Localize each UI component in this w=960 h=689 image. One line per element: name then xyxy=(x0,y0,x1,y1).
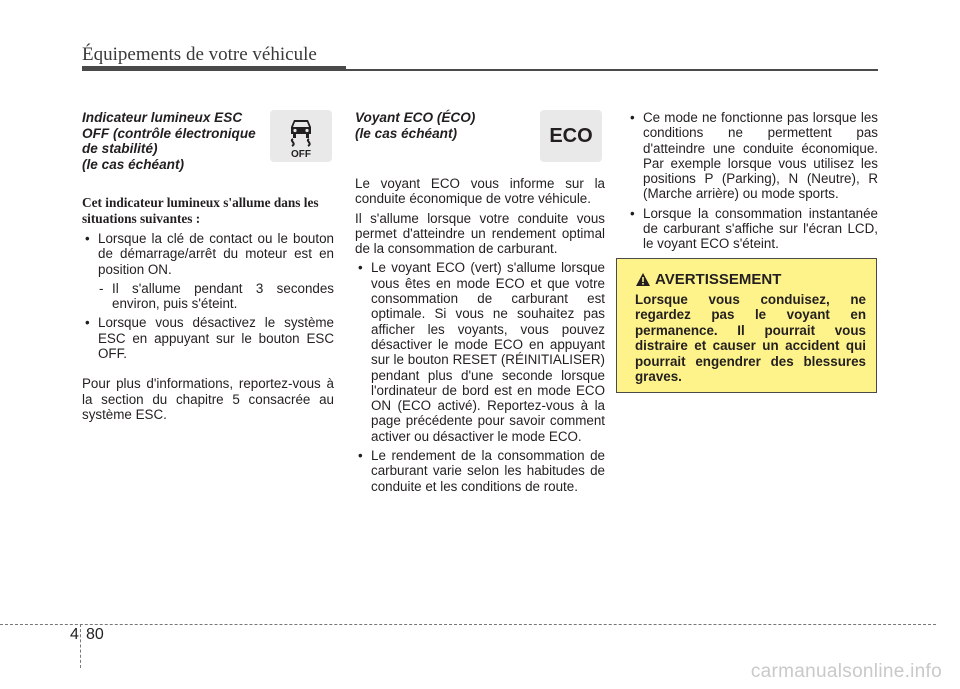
warning-text: Lorsque vous conduisez, ne regardez pas le voyant en permanence. Il pourrait vous distraire et causer un accident qui pourrait engendrer des blessures graves. xyxy=(635,292,866,385)
esc-icon-label: OFF xyxy=(291,149,311,160)
page-header-title: Équipements de votre véhicule xyxy=(82,44,317,65)
eco-bullet-3: • Ce mode ne fonctionne pas lorsque les conditions ne permettent pas d'atteindre une conduite économique. Par exemple lorsque vous utilisez les positions P (Parking), N (Neutre), R (Marche arrière) ou mode sports. xyxy=(627,110,878,202)
esc-heading xyxy=(82,110,267,172)
column-eco-cont xyxy=(627,110,878,252)
eco-bullet-4: • Lorsque la consommation instantanée de carburant s'affiche sur l'écran LCD, le voyant ECO s'éteint. xyxy=(627,206,878,252)
eco-bullet-2: • Le rendement de la consommation de carburant varie selon les habitudes de conduite et les conditions de route. xyxy=(355,448,605,494)
header-rule-thin xyxy=(346,69,878,71)
esc-sub-item xyxy=(82,281,334,312)
eco-bullet-1: • Le voyant ECO (vert) s'allume lorsque vous êtes en mode ECO et que votre consommation de carburant est optimale. Si vous ne souhaitez pas afficher les voyants, vous pouvez désactiver le mode ECO en appuyant sur le bouton RESET (RÉINITIALISER) pendant plus d'une seconde lorsque l'ordinateur de bord est en mode ECO ON (ECO activé). Reportez-vous à la page précédente pour savoir comment activer ou désactiver le mode ECO. xyxy=(355,260,605,444)
esc-off-indicator-icon xyxy=(270,110,332,162)
header-rule-thick xyxy=(82,66,346,71)
column-eco xyxy=(355,110,605,494)
warning-triangle-icon xyxy=(635,272,651,287)
esc-bullet-2: • Lorsque vous désactivez le système ESC en appuyant sur le bouton ESC OFF. xyxy=(82,315,334,361)
eco-paragraph-1: Le voyant ECO vous informe sur la conduite économique de votre véhicule. xyxy=(355,176,605,207)
esc-sub-text: Il s'allume pendant 3 secondes environ, puis s'éteint. xyxy=(112,280,334,312)
warning-title-text: AVERTISSEMENT xyxy=(655,271,782,288)
footer-dashed-line xyxy=(0,624,936,625)
chapter-number: 4 xyxy=(70,626,79,643)
esc-bullet-1: • Lorsque la clé de contact ou le bouton de démarrage/arrêt du moteur est en position ON. xyxy=(82,231,334,277)
eco-indicator-icon xyxy=(540,110,602,162)
eco-heading-line: Voyant ECO (ÉCO) xyxy=(355,110,476,125)
esc-heading-line: OFF (contrôle électronique xyxy=(82,125,256,141)
watermark: carmanualsonline.info xyxy=(750,661,942,682)
esc-heading-line: Indicateur lumineux ESC xyxy=(82,110,243,125)
eco-paragraph-2: Il s'allume lorsque votre conduite vous permet d'atteindre un rendement optimal de la consommation de carburant. xyxy=(355,210,605,257)
eco-heading-line: (le cas échéant) xyxy=(355,125,457,141)
footer-dashed-divider xyxy=(80,624,81,668)
dash-marker: - xyxy=(99,280,104,296)
esc-paragraph: Pour plus d'informations, reportez-vous à la section du chapitre 5 consacrée au système ESC. xyxy=(82,376,334,422)
esc-heading-line: de stabilité) xyxy=(82,141,158,156)
page-number: 80 xyxy=(86,626,104,643)
warning-box xyxy=(616,258,877,393)
esc-intro: Cet indicateur lumineux s'allume dans les situations suivantes : xyxy=(82,195,319,226)
warning-title xyxy=(635,271,866,288)
eco-icon-label: ECO xyxy=(549,125,593,147)
esc-heading-line: (le cas échéant) xyxy=(82,156,184,172)
